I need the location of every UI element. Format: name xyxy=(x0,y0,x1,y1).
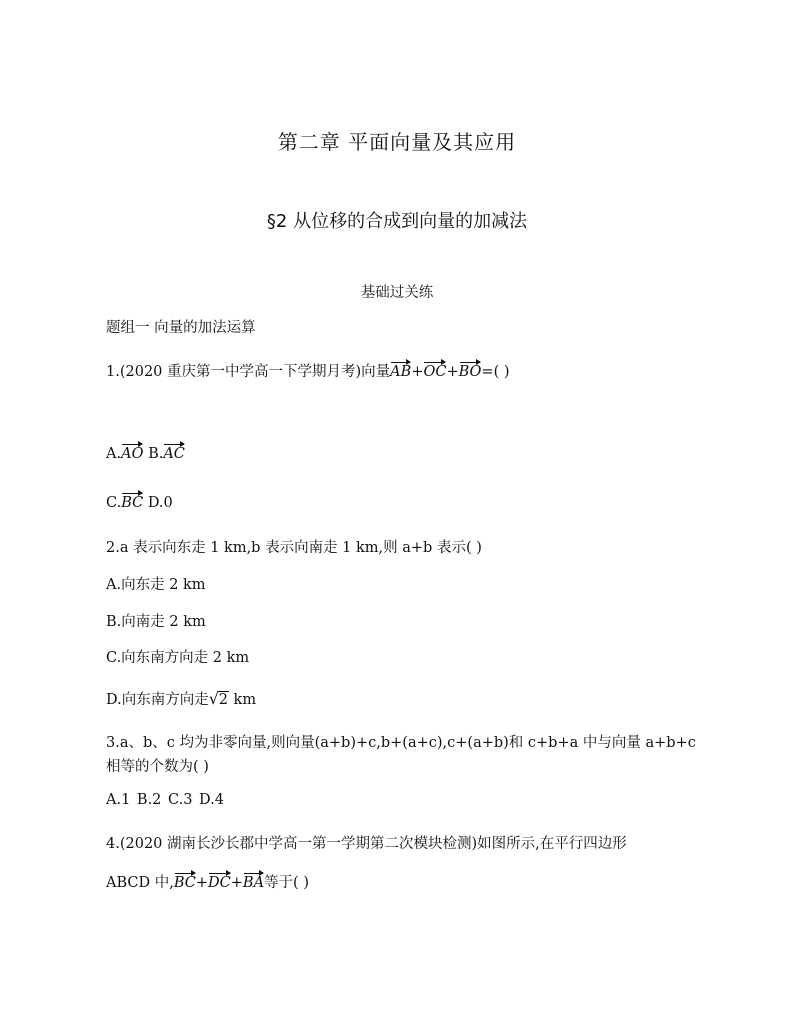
q4-suffix: 等于( ) xyxy=(264,875,309,891)
question-2-option-b: B.向南走 2 km xyxy=(106,614,206,630)
chapter-title: 第二章 平面向量及其应用 xyxy=(277,130,517,154)
vector-bc: BC xyxy=(121,492,143,511)
sqrt-symbol: √ 2 xyxy=(208,689,228,708)
question-1-stem xyxy=(106,360,510,381)
question-3-stem-line-2: 相等的个数为( ) xyxy=(106,759,209,775)
question-3-stem-line-1: 3.a、b、c 均为非零向量,则向量(a+b)+c,b+(a+c),c+(a+b)和 c+b+a 中与向量 a+b+c xyxy=(106,735,696,751)
vector-bo: BO xyxy=(459,361,482,380)
q4-plus-1: + xyxy=(195,875,209,891)
q1-option-a-label: A. xyxy=(106,446,122,462)
question-4-stem-line-1: 4.(2020 湖南长沙长郡中学高一第一学期第二次模块检测)如图所示,在平行四边形 xyxy=(106,836,627,852)
q1-plus-2: + xyxy=(446,364,459,380)
q1-option-c-label: C. xyxy=(106,495,122,511)
q4-plus-2: + xyxy=(230,875,243,891)
question-2-option-a: A.向东走 2 km xyxy=(106,577,206,593)
question-2-option-c: C.向东南方向走 2 km xyxy=(106,650,250,666)
question-1-options-ab xyxy=(106,443,185,462)
q1-option-d: D.0 xyxy=(147,495,173,511)
q1-suffix: =( ) xyxy=(481,364,510,380)
vector-ab: AB xyxy=(390,361,411,380)
question-2-option-d xyxy=(106,688,256,709)
subsection-title: 基础过关练 xyxy=(360,285,434,301)
vector-ba: BA xyxy=(243,872,264,891)
vector-oc: OC xyxy=(423,361,446,380)
q1-option-b-label: B. xyxy=(148,446,164,462)
question-1-options-cd xyxy=(106,492,173,511)
vector-ao: AO xyxy=(121,443,143,462)
sqrt-radicand: 2 xyxy=(218,692,228,708)
q1-plus-1: + xyxy=(411,364,424,380)
q1-prefix: 1.(2020 重庆第一中学高一下学期月考)向量 xyxy=(106,364,391,380)
question-3-options: A.1 B.2 C.3 D.4 xyxy=(106,792,224,808)
vector-ac: AC xyxy=(163,443,185,462)
question-4-stem-line-2 xyxy=(106,871,309,892)
group-heading: 题组一 向量的加法运算 xyxy=(106,320,256,336)
q4-prefix: ABCD 中, xyxy=(106,875,174,891)
question-2-stem: 2.a 表示向东走 1 km,b 表示向南走 1 km,则 a+b 表示( ) xyxy=(106,540,482,556)
q2-option-d-suffix: km xyxy=(228,692,257,708)
q2-option-d-prefix: D.向东南方向走 xyxy=(106,692,209,708)
vector-dc: DC xyxy=(208,872,231,891)
section-title: §2 从位移的合成到向量的加减法 xyxy=(266,211,528,232)
vector-bc-q4: BC xyxy=(174,872,196,891)
